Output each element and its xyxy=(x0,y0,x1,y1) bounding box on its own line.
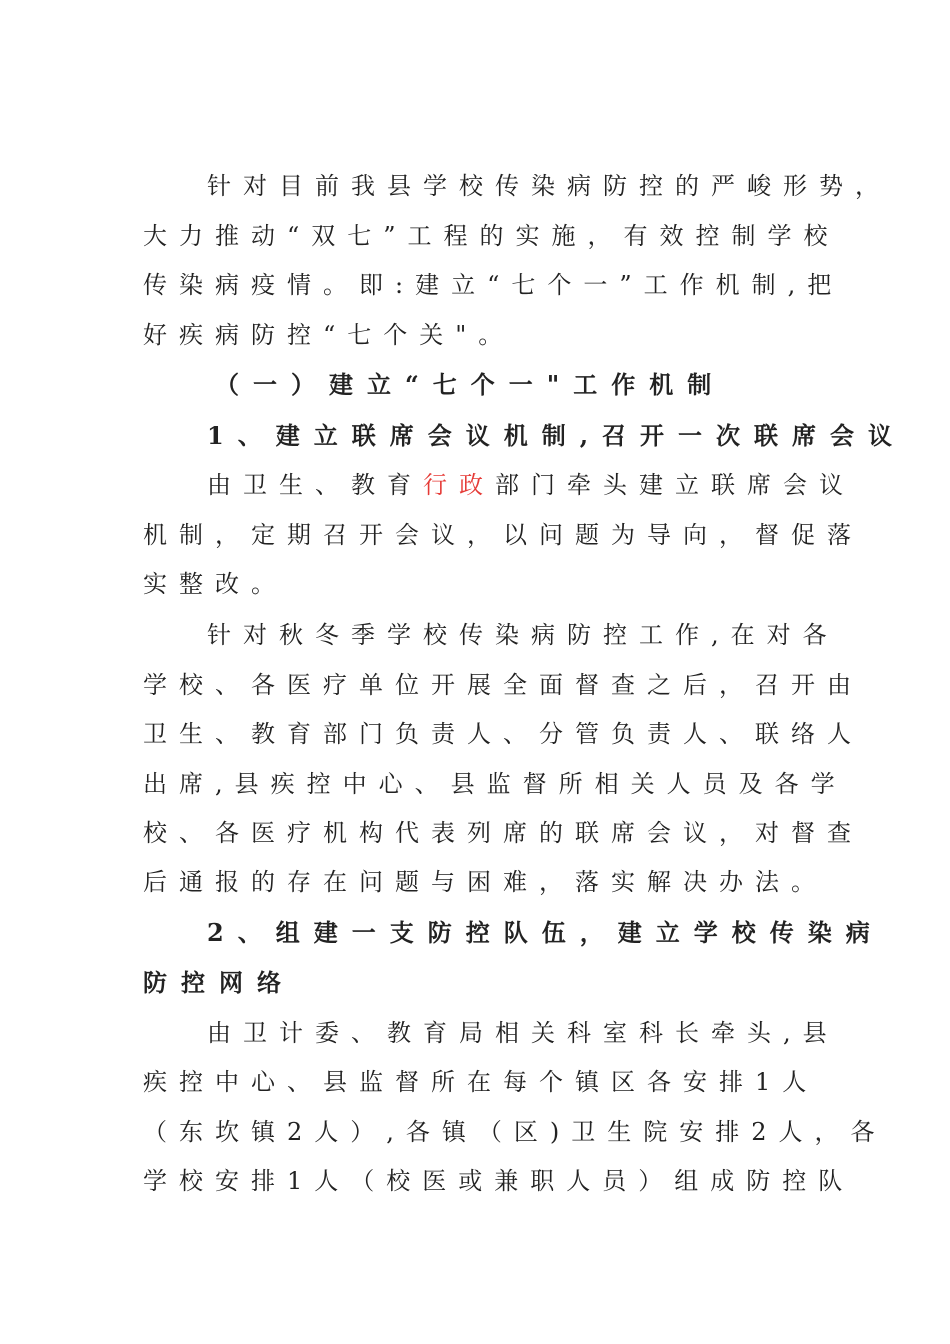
paragraph-line: 出席,县疾控中心、县监督所相关人员及各学 xyxy=(143,770,847,798)
paragraph-line: 好疾病防控“七个关"。 xyxy=(143,321,515,349)
subsection-heading-2-cont: 防控网络 xyxy=(143,968,295,997)
paragraph-line: 机制，定期召开会议，以问题为导向，督促落 xyxy=(143,521,863,549)
paragraph-line: 实整改。 xyxy=(143,570,287,598)
paragraph-line: 学校安排1人（校医或兼职人员）组成防控队 xyxy=(143,1167,855,1195)
paragraph-line: 针对秋冬季学校传染病防控工作,在对各 xyxy=(207,621,839,649)
subsection-heading-2: 2、组建一支防控队伍，建立学校传染病 xyxy=(207,918,884,947)
text-span: 部门牵头建立联席会议 xyxy=(495,471,855,499)
subsection-heading-1: 1、建立联席会议机制,召开一次联席会议 xyxy=(207,421,907,450)
paragraph-line: 后通报的存在问题与困难，落实解决办法。 xyxy=(143,868,827,896)
paragraph-line: 由卫计委、教育局相关科室科长牵头,县 xyxy=(207,1019,839,1047)
paragraph-line: 针对目前我县学校传染病防控的严峻形势， xyxy=(207,172,891,200)
highlighted-term: 行政 xyxy=(423,471,495,499)
paragraph-line: （东坎镇2人）,各镇（区)卫生院安排2人，各 xyxy=(143,1118,887,1146)
paragraph-line: 校、各医疗机构代表列席的联席会议，对督查 xyxy=(143,819,863,847)
paragraph-line: 学校、各医疗单位开展全面督查之后，召开由 xyxy=(143,671,863,699)
paragraph-line xyxy=(207,465,855,505)
paragraph-line: 大力推动“双七”工程的实施，有效控制学校 xyxy=(143,222,840,250)
text-span: 由卫生、教育 xyxy=(207,471,423,499)
paragraph-line: 卫生、教育部门负责人、分管负责人、联络人 xyxy=(143,720,863,748)
paragraph-line: 传染病疫情。即:建立“七个一”工作机制,把 xyxy=(143,271,844,299)
paragraph-line: 疾控中心、县监督所在每个镇区各安排1人 xyxy=(143,1068,819,1096)
section-heading: （一）建立“七个一"工作机制 xyxy=(215,370,726,399)
